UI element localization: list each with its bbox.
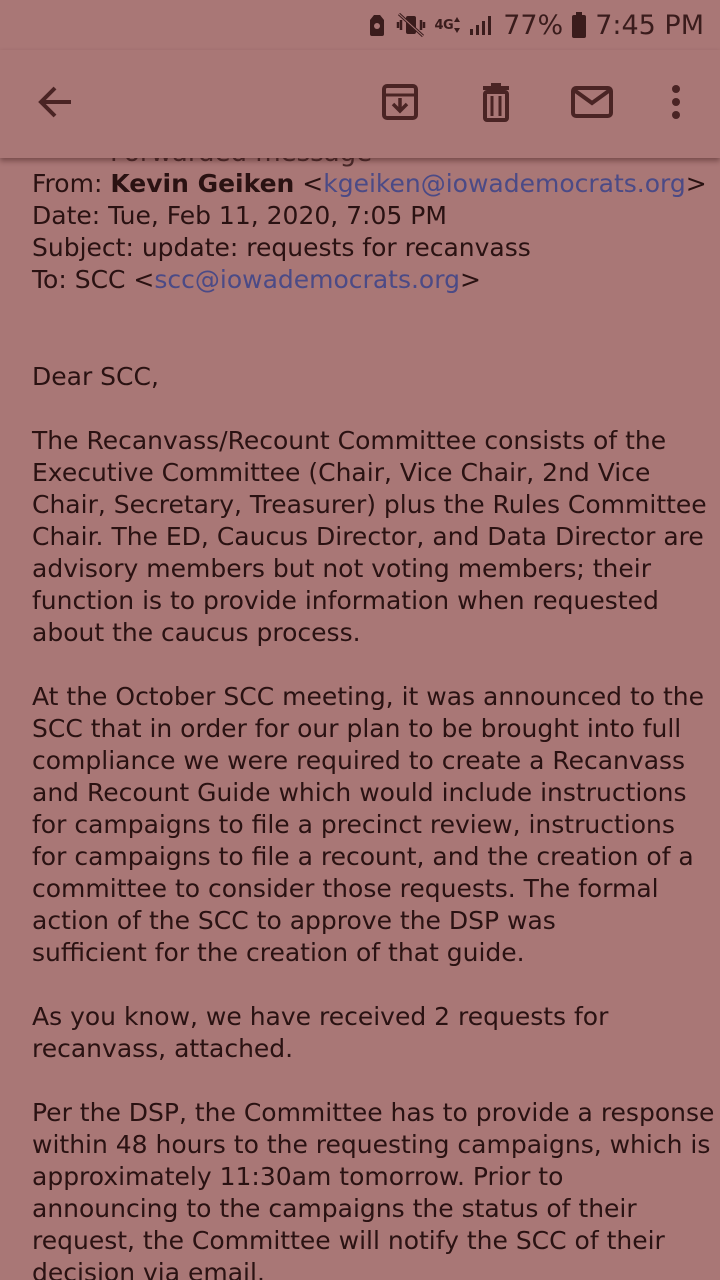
battery-percent: 77% [503,9,564,41]
email-content [0,120,720,1280]
body-line: Executive Committee (Chair, Vice Chair, 2nd Vice [32,458,651,487]
to-label: To: [32,265,75,294]
archive-button[interactable] [376,80,424,128]
subject-value: update: requests for recanvass [141,233,531,262]
signal-icon [469,13,495,37]
body-paragraph-2 [32,681,704,969]
body-paragraph-4 [32,1097,715,1280]
subject-label: Subject: [32,233,142,262]
body-line: sufficient for the creation of that guide. [32,938,525,967]
body-line: advisory members but not voting members; their [32,554,651,583]
body-line: compliance we were required to create a Recanvass [32,746,686,775]
email-body [32,361,715,1280]
email-header [32,168,707,296]
delete-button[interactable] [472,80,520,128]
recipient-email-link[interactable]: scc@iowademocrats.org [154,265,460,294]
body-line: function is to provide information when requested [32,586,659,615]
to-line: To: SCC <scc@iowademocrats.org> [32,265,481,294]
body-line: approximately 11:30am tomorrow. Prior to [32,1162,564,1191]
body-line: recanvass, attached. [32,1034,294,1063]
network-type-label: 4G [434,17,454,33]
from-line: From: Kevin Geiken <kgeiken@iowademocrats.org> [32,169,707,198]
body-line: SCC that in order for our plan to be brought into full [32,714,682,743]
body-line: decision via email. [32,1258,265,1280]
from-label: From: [32,169,111,198]
alarm-icon [366,12,388,38]
date-label: Date: [32,201,109,230]
body-line: The Recanvass/Recount Committee consists of the [32,426,667,455]
body-line: At the October SCC meeting, it was announced to the [32,682,705,711]
sender-name: Kevin Geiken [110,169,295,198]
subject-line [32,232,692,264]
more-options-button[interactable] [652,80,700,128]
battery-icon [571,11,587,39]
app-toolbar [0,50,720,158]
arrow-back-icon [36,83,74,125]
date-line [32,200,692,232]
mute-vibrate-icon [396,12,426,38]
back-button[interactable] [31,80,79,128]
body-line: for campaigns to file a precinct review, instructions [32,810,675,839]
body-line: announcing to the campaigns the status of their [32,1194,637,1223]
body-line: As you know, we have received 2 requests for [32,1002,609,1031]
date-value: Tue, Feb 11, 2020, 7:05 PM [108,201,447,230]
body-line: Per the DSP, the Committee has to provide a response [32,1098,715,1127]
body-line: about the caucus process. [32,618,361,647]
body-paragraph-3 [32,1001,704,1065]
body-line: committee to consider those requests. The formal [32,874,659,903]
sender-email-link[interactable]: kgeiken@iowademocrats.org [323,169,686,198]
mail-icon [571,85,613,123]
body-line: within 48 hours to the requesting campaigns, which is [32,1130,711,1159]
more-vert-icon [670,84,682,124]
body-line: Chair, Secretary, Treasurer) plus the Rules Committee [32,490,707,519]
body-line: Chair. The ED, Caucus Director, and Data Director are [32,522,704,551]
recipient-name: SCC [74,265,126,294]
network-type-indicator [434,15,461,35]
body-line: request, the Committee will notify the SCC of their [32,1226,665,1255]
trash-icon [477,82,515,126]
clock: 7:45 PM [595,9,704,41]
greeting: Dear SCC, [32,362,159,391]
body-line: for campaigns to file a recount, and the creation of a [32,842,694,871]
body-paragraph-1 [32,425,707,649]
body-line: and Recount Guide which would include instructions [32,778,687,807]
status-icons [366,6,704,44]
mark-unread-button[interactable] [568,80,616,128]
archive-icon [381,83,419,125]
status-bar [0,0,720,50]
body-line: action of the SCC to approve the DSP was [32,906,556,935]
